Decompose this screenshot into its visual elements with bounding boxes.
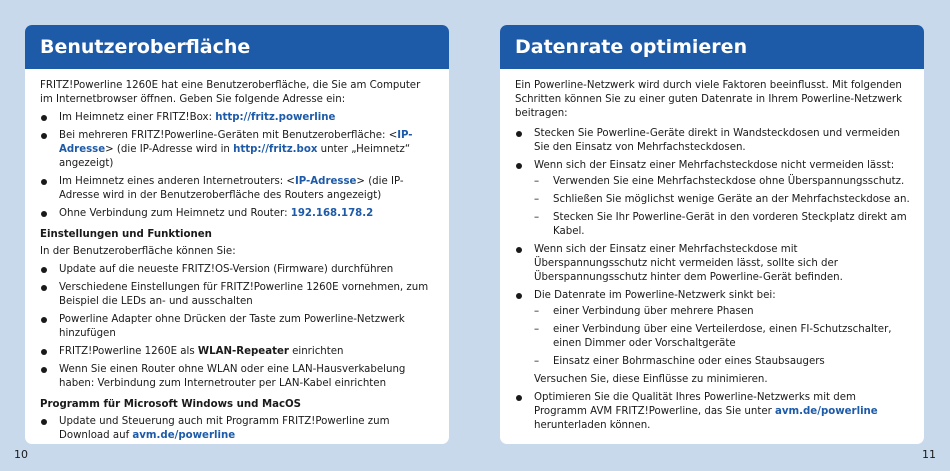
list-item <box>40 175 435 203</box>
left-page-title: Benutzeroberfläche <box>25 25 449 69</box>
list-item: Update auf die neueste FRITZ!OS-Version (Firmware) durchführen <box>40 263 435 277</box>
left-page-body <box>25 69 449 443</box>
list-item: Wenn sich der Einsatz einer Mehrfachsteckdose mit Überspannungsschutz nicht vermeiden lässt, sollte sich der Überspannungsschutz hinter dem Powerline-Gerät befinden. <box>515 243 910 285</box>
list-item <box>40 207 435 221</box>
item-text: FRITZ!Powerline 1260E als <box>59 346 198 357</box>
list-item: Powerline Adapter ohne Drücken der Taste zum Powerline-Netzwerk hinzufügen <box>40 313 435 341</box>
dash-item: – Verwenden Sie eine Mehrfachsteckdose ohne Überspannungsschutz. <box>534 175 910 189</box>
dash-list <box>534 305 910 369</box>
settings-heading: Einstellungen und Funktionen <box>40 229 212 240</box>
item-text: Im Heimnetz eines anderen Internetrouters: < <box>59 176 295 187</box>
settings-intro: In der Benutzeroberfläche können Sie: <box>40 246 236 257</box>
item-text: > (die IP-Adresse wird in <box>105 144 234 155</box>
item-text: Optimieren Sie die Qualität Ihres Powerline-Netzwerks mit dem Programm AVM FRITZ!Powerline, das Sie unter <box>534 392 856 417</box>
dash-item: – einer Verbindung über eine Verteilerdose, einen FI-Schutzschalter, einen Dimmer oder Vorschaltgeräte <box>534 323 910 351</box>
item-text: > (die IP-Adresse wird in der Benutzeroberfläche des Routers angezeigt) <box>59 176 404 201</box>
right-page-card <box>500 25 924 444</box>
page-number-right: 11 <box>922 448 936 461</box>
program-list <box>40 415 435 443</box>
list-item <box>40 129 435 171</box>
list-item <box>40 415 435 443</box>
optimization-list <box>515 127 910 369</box>
left-page-card <box>25 25 449 444</box>
right-intro: Ein Powerline-Netzwerk wird durch viele Faktoren beeinflusst. Mit folgenden Schritten können Sie zu einer guten Datenrate in Ihrem Powerline-Netzwerk beitragen: <box>515 80 903 119</box>
list-item <box>515 391 910 433</box>
item-text: Ohne Verbindung zum Heimnetz und Router: <box>59 208 291 219</box>
avm-powerline-link[interactable]: avm.de/powerline <box>132 430 236 441</box>
fritz-box-link[interactable]: http://fritz.box <box>233 144 318 155</box>
list-item: Stecken Sie Powerline-Geräte direkt in Wandsteckdosen und vermeiden Sie den Einsatz von Mehrfachsteckdosen. <box>515 127 910 155</box>
item-text: Im Heimnetz einer FRITZ!Box: <box>59 112 216 123</box>
wlan-repeater-label: WLAN-Repeater <box>197 346 289 357</box>
dash-list <box>534 175 910 239</box>
page-number-left: 10 <box>14 448 28 461</box>
dash-item: – Einsatz einer Bohrmaschine oder eines Staubsaugers <box>534 355 910 369</box>
list-item <box>515 159 910 239</box>
default-ip-address: 192.168.178.2 <box>290 208 374 219</box>
list-item <box>40 111 435 125</box>
program-heading: Programm für Microsoft Windows und MacOS <box>40 399 302 410</box>
right-page-body <box>500 69 924 433</box>
dash-item: – einer Verbindung über mehrere Phasen <box>534 305 910 319</box>
item-text: Update und Steuerung auch mit Programm FRITZ!Powerline zum Download auf <box>59 416 390 441</box>
settings-list <box>40 263 435 391</box>
item-text: Bei mehreren FRITZ!Powerline-Geräten mit Benutzeroberfläche: < <box>59 130 398 141</box>
dash-item: – Stecken Sie Ihr Powerline-Gerät in den vorderen Steckplatz direkt am Kabel. <box>534 211 910 239</box>
list-item <box>515 289 910 369</box>
fritz-powerline-link[interactable]: http://fritz.powerline <box>215 112 336 123</box>
ip-address-label: IP-Adresse <box>294 176 357 187</box>
minimize-note: Versuchen Sie, diese Einflüsse zu minimieren. <box>534 374 768 385</box>
item-text: herunterladen können. <box>534 420 651 431</box>
list-item <box>40 345 435 359</box>
avm-powerline-link[interactable]: avm.de/powerline <box>775 406 878 417</box>
ip-address-label: IP-Adresse <box>59 130 413 155</box>
list-item: Wenn Sie einen Router ohne WLAN oder eine LAN-Hausverkabelung haben: Verbindung zum Internetrouter per LAN-Kabel einrichten <box>40 363 435 391</box>
dash-item: – Schließen Sie möglichst wenige Geräte an der Mehrfachsteckdose an. <box>534 193 910 207</box>
item-text: unter „Heimnetz“ angezeigt) <box>59 144 411 169</box>
optimization-list-end <box>515 391 910 433</box>
right-page-title: Datenrate optimieren <box>500 25 924 69</box>
list-item: Verschiedene Einstellungen für FRITZ!Powerline 1260E vornehmen, zum Beispiel die LEDs an- und ausschalten <box>40 281 435 309</box>
item-text: einrichten <box>288 346 344 357</box>
item-text: Die Datenrate im Powerline-Netzwerk sinkt bei: <box>534 290 776 301</box>
item-text: Wenn sich der Einsatz einer Mehrfachsteckdose nicht vermeiden lässt: <box>534 160 895 171</box>
left-intro: FRITZ!Powerline 1260E hat eine Benutzeroberfläche, die Sie am Computer im Internetbrowser öffnen. Geben Sie folgende Adresse ein: <box>40 80 421 105</box>
address-list <box>40 111 435 221</box>
